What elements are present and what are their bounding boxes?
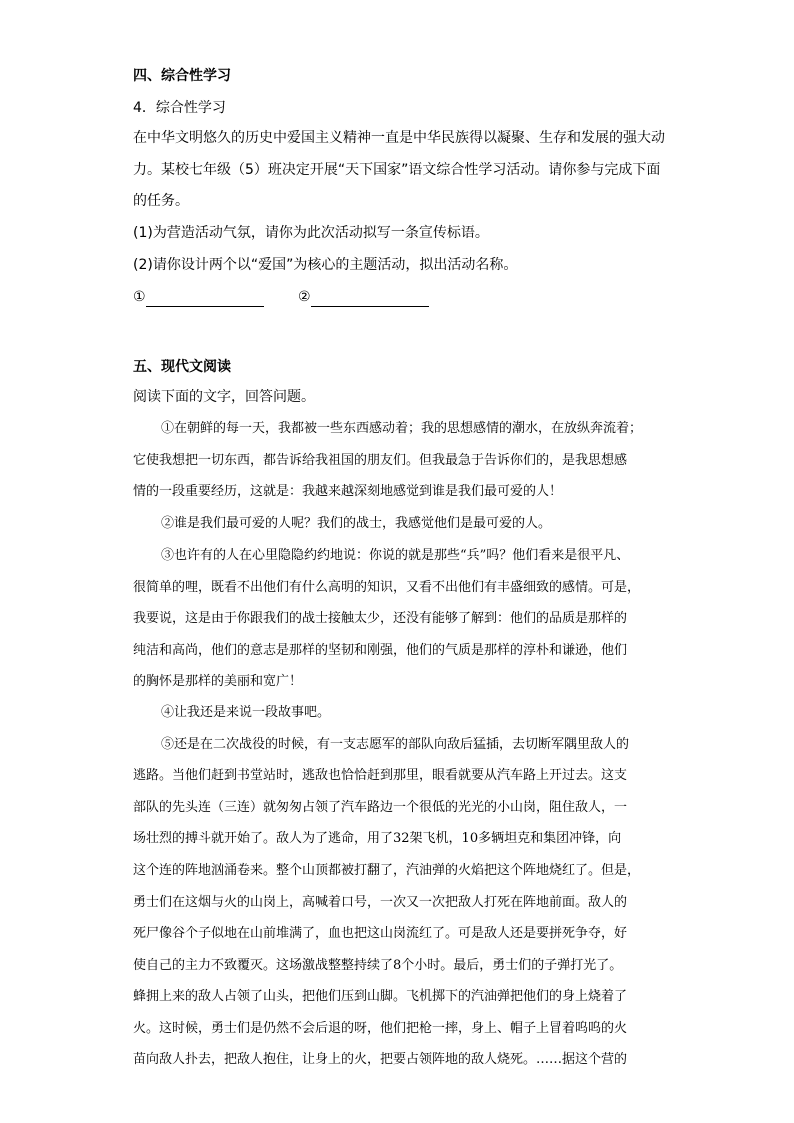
passage-line: ④让我还是来说一段故事吧。 — [161, 705, 331, 720]
passage-line: ③也许有的人在心里隐隐约约地说：你说的就是那些“兵”吗？他们看来是很平凡、 — [161, 548, 630, 563]
passage-line: 死尸像谷个子似地在山前堆满了，血也把这山岗流红了。可是敌人还是要拼死争夺，好 — [133, 926, 628, 941]
answer-blank-2-label: ② — [298, 289, 311, 305]
passage-line: 使自己的主力不致覆灭。这场激战整整持续了8个小时。最后，勇士们的子弹打光了。 — [133, 958, 623, 973]
task-2: (2)请你设计两个以“爱国”为核心的主题活动，拟出活动名称。 — [133, 257, 518, 273]
passage-line: 苗向敌人扑去，把敌人抱住，让身上的火，把要占领阵地的敌人烧死。……据这个营的 — [133, 1052, 628, 1067]
intro-line-3: 的任务。 — [133, 193, 189, 209]
passage-line: ②谁是我们最可爱的人呢？我们的战士，我感觉他们是最可爱的人。 — [161, 516, 552, 531]
passage-line: 我要说，这是由于你跟我们的战士接触太少，还没有能够了解到：他们的品质是那样的 — [133, 611, 628, 626]
answer-blank-1[interactable] — [133, 287, 264, 307]
passage-line: 火。这时候，勇士们是仍然不会后退的呀，他们把枪一摔，身上、帽子上冒着呜呜的火 — [133, 1021, 628, 1036]
passage-line: 蜂拥上来的敌人占领了山头，把他们压到山脚。飞机掷下的汽油弹把他们的身上烧着了 — [133, 989, 628, 1004]
answer-blank-2-line[interactable] — [311, 292, 429, 307]
passage-line: 部队的先头连（三连）就匆匆占领了汽车路边一个很低的光光的小山岗，阻住敌人，一 — [133, 800, 628, 815]
intro-line-1: 在中华文明悠久的历史中爱国主义精神一直是中华民族得以凝聚、生存和发展的强大动 — [133, 130, 665, 146]
answer-blank-2[interactable] — [298, 287, 429, 307]
reading-instruction: 阅读下面的文字，回答问题。 — [133, 389, 315, 405]
passage-line: 这个连的阵地汹涌卷来。整个山顶都被打翻了，汽油弹的火焰把这个阵地烧红了。但是， — [133, 863, 641, 878]
task-1: (1)为营造活动气氛，请你为此次活动拟写一条宣传标语。 — [133, 225, 489, 241]
passage-line: 逃路。当他们赶到书堂站时，逃敌也恰恰赶到那里，眼看就要从汽车路上开过去。这支 — [133, 768, 628, 783]
passage-line: 情的一段重要经历，这就是：我越来越深刻地感觉到谁是我们最可爱的人！ — [133, 484, 563, 499]
answer-blank-1-label: ① — [133, 289, 146, 305]
intro-line-2: 力。某校七年级（5）班决定开展“天下国家”语文综合性学习活动。请你参与完成下面 — [133, 162, 661, 178]
passage-line: 它使我想把一切东西，都告诉给我祖国的朋友们。但我最急于告诉你们的，是我思想感 — [133, 453, 628, 468]
passage-line: 纯洁和高尚，他们的意志是那样的坚韧和刚强，他们的气质是那样的淳朴和谦逊，他们 — [133, 643, 628, 658]
passage-line: 勇士们在这烟与火的山岗上，高喊着口号，一次又一次把敌人打死在阵地前面。敌人的 — [133, 895, 628, 910]
passage-line: 场壮烈的搏斗就开始了。敌人为了逃命，用了32架飞机，10多辆坦克和集团冲锋，向 — [133, 831, 622, 846]
section4-heading: 四、综合性学习 — [133, 68, 231, 84]
passage-line: 的胸怀是那样的美丽和宽广！ — [133, 674, 303, 689]
passage-line: 很简单的哩，既看不出他们有什么高明的知识，又看不出他们有丰盛细致的感情。可是， — [133, 580, 641, 595]
answer-blank-1-line[interactable] — [146, 292, 264, 307]
passage-line: ⑤还是在二次战役的时候，有一支志愿军的部队向敌后猛插，去切断军隅里敌人的 — [161, 737, 630, 752]
question-title: 4．综合性学习 — [133, 100, 226, 116]
passage-line: ①在朝鲜的每一天，我都被一些东西感动着；我的思想感情的潮水，在放纵奔流着； — [161, 421, 643, 436]
section5-heading: 五、现代文阅读 — [133, 359, 231, 375]
